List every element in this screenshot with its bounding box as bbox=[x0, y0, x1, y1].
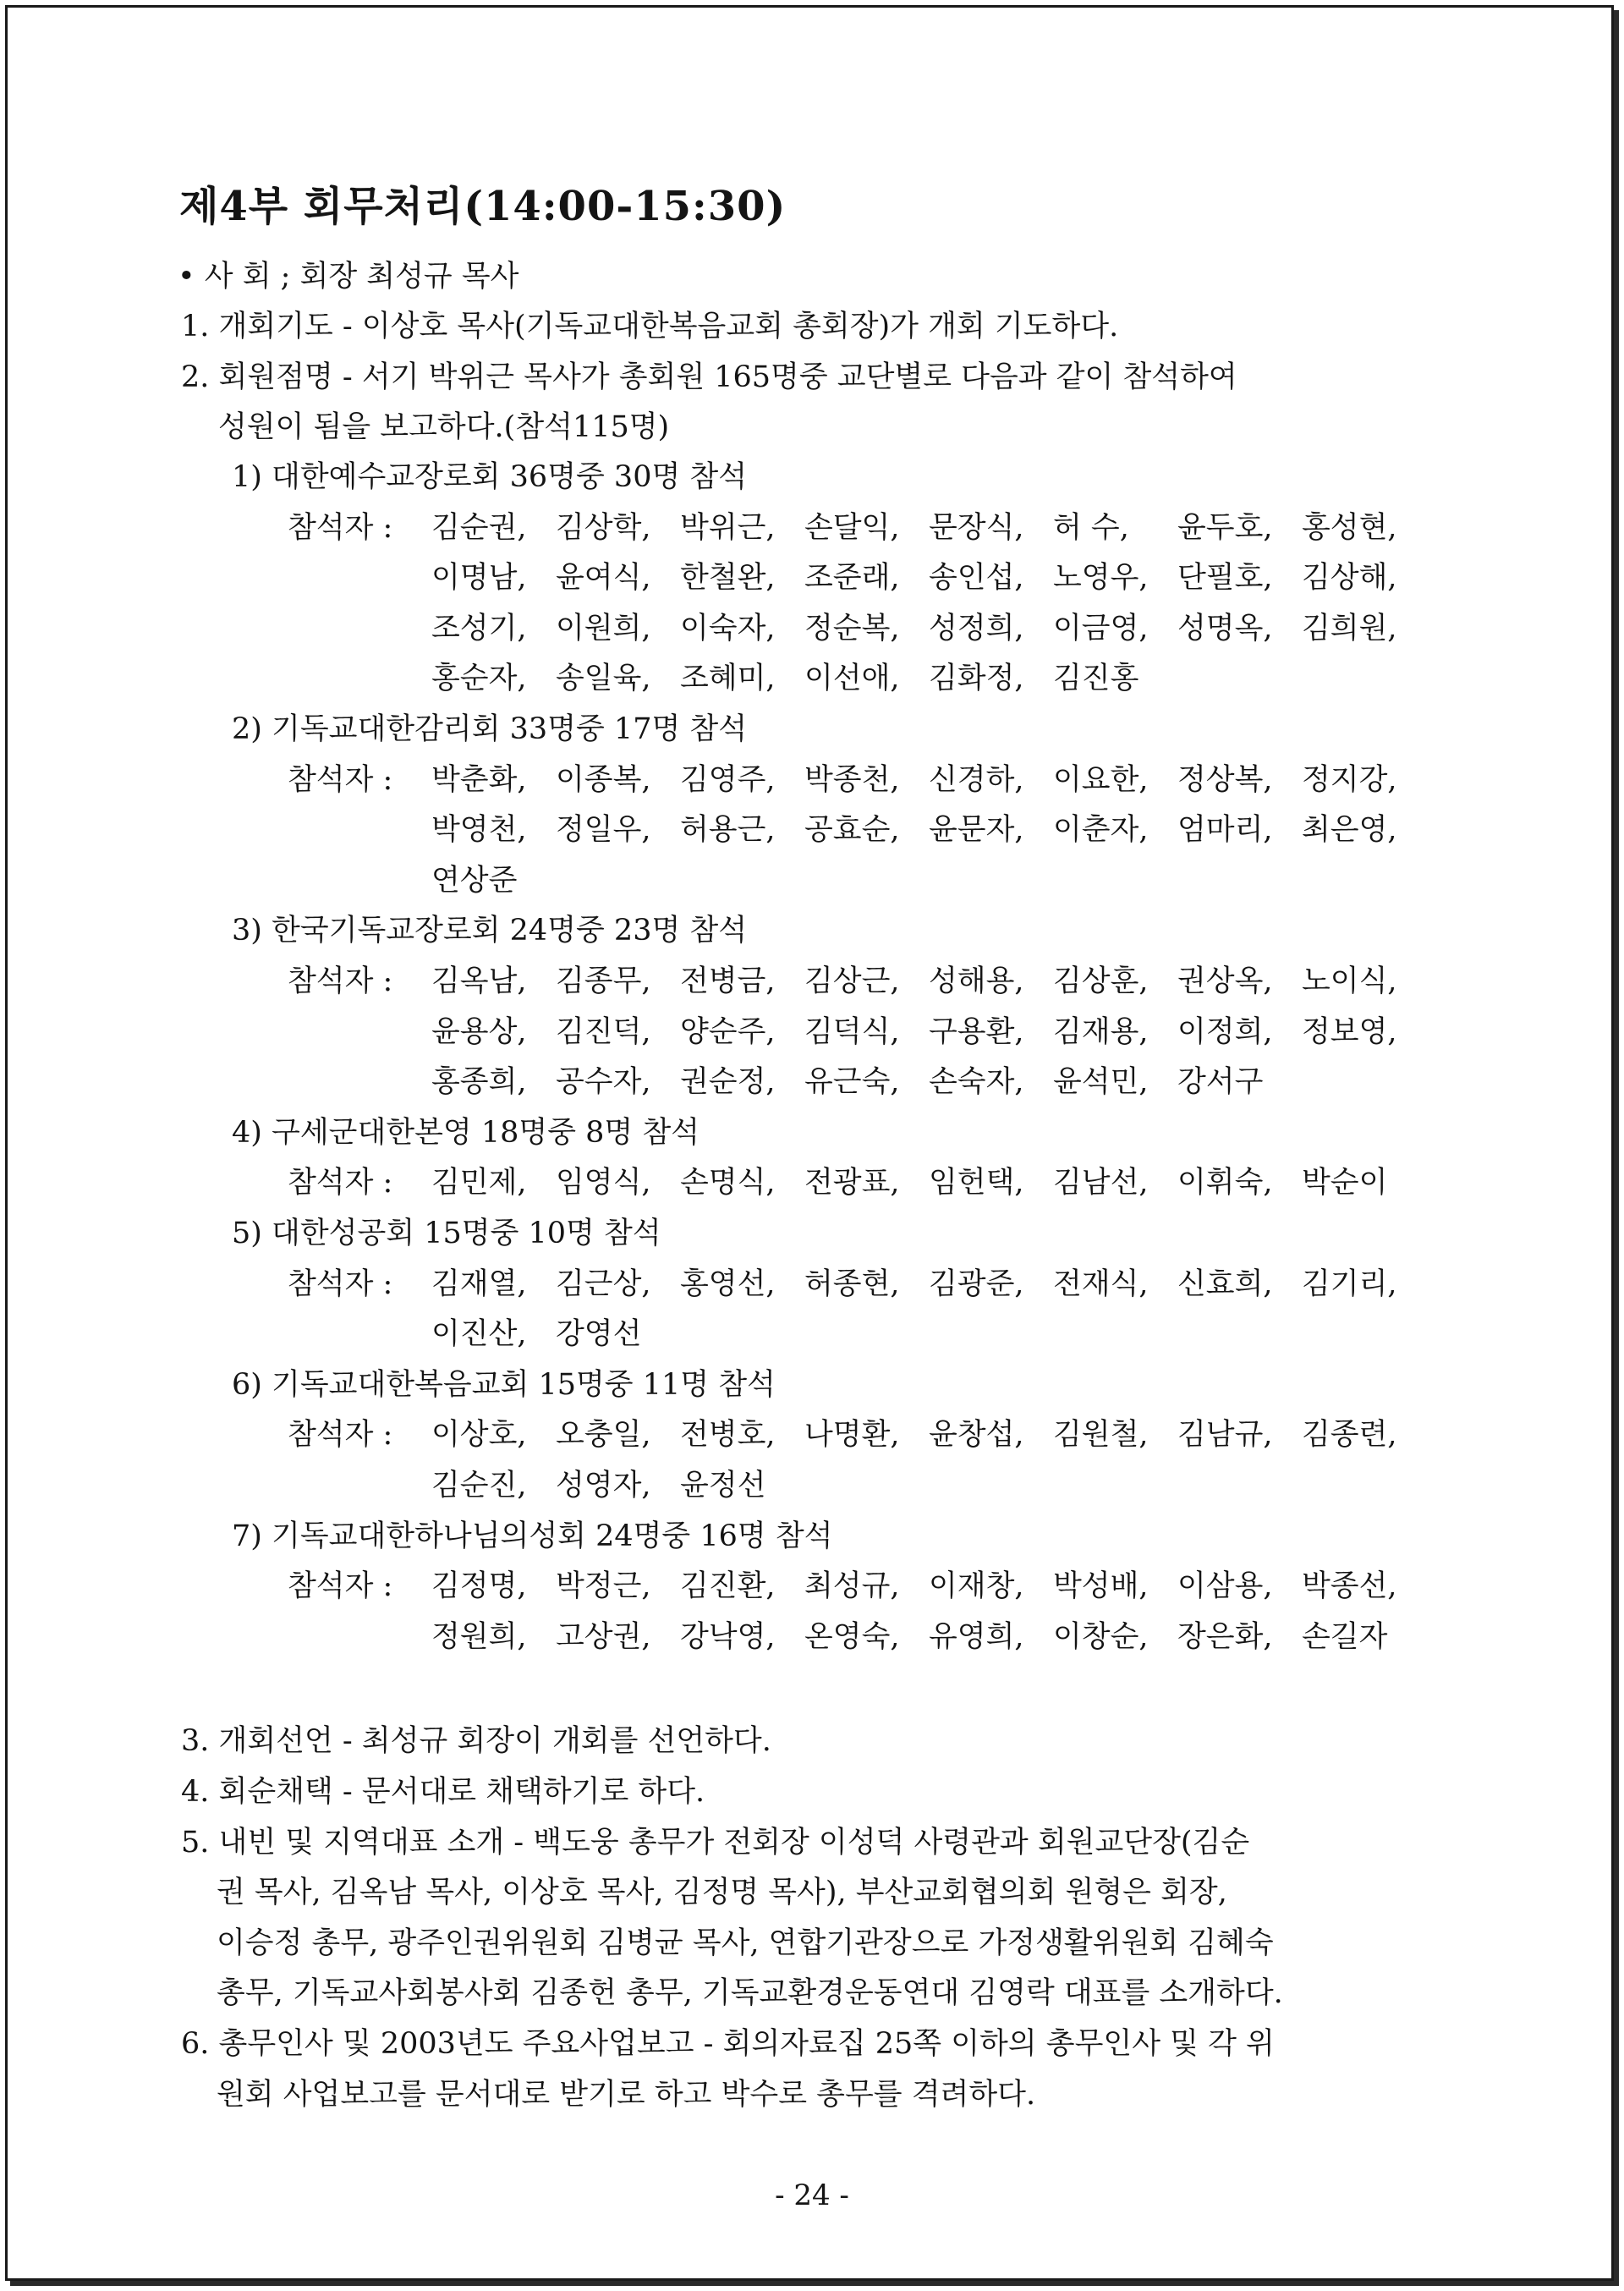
attendee-name: 신효희, bbox=[1177, 1267, 1273, 1301]
attendee-label: 참석자 : bbox=[288, 1569, 393, 1603]
attendee-name: 온영숙, bbox=[804, 1620, 900, 1654]
attendee-name: 김종무, bbox=[556, 964, 651, 998]
attendee-row bbox=[431, 555, 1426, 601]
attendee-name: 박종선, bbox=[1302, 1569, 1397, 1603]
attendee-name: 김광준, bbox=[929, 1267, 1024, 1301]
item-5-line: 5. 내빈 및 지역대표 소개 - 백도웅 총무가 전회장 이성덕 사령관과 회원교단장(김순 bbox=[181, 1826, 1250, 1860]
attendee-name: 연상준 bbox=[431, 864, 518, 898]
attendee-name: 공효순, bbox=[804, 813, 900, 847]
attendee-name: 허용근, bbox=[680, 813, 776, 847]
attendee-name: 손숙자, bbox=[929, 1065, 1024, 1099]
attendee-row bbox=[431, 959, 1426, 1004]
attendee-name: 김원철, bbox=[1053, 1418, 1149, 1452]
item-2-roll-call-cont: 성원이 됨을 보고하다.(참석115명) bbox=[218, 410, 670, 444]
attendee-name: 유근숙, bbox=[804, 1065, 900, 1099]
item-6-line: 원회 사업보고를 문서대로 받기로 하고 박수로 총무를 격려하다. bbox=[217, 2078, 1036, 2112]
attendee-name: 홍순자, bbox=[431, 662, 527, 695]
attendee-name: 김상근, bbox=[804, 964, 900, 998]
attendee-name: 김종련, bbox=[1302, 1418, 1397, 1452]
attendee-name: 김기리, bbox=[1302, 1267, 1397, 1301]
attendee-name: 윤여식, bbox=[556, 561, 651, 595]
attendee-label: 참석자 : bbox=[288, 511, 393, 545]
attendee-name: 이재창, bbox=[929, 1569, 1024, 1603]
attendee-name: 나명환, bbox=[804, 1418, 900, 1452]
attendee-name: 단필호, bbox=[1177, 561, 1273, 595]
attendee-name: 노영우, bbox=[1053, 561, 1149, 595]
attendee-name: 김근상, bbox=[556, 1267, 651, 1301]
attendee-name: 양순주, bbox=[680, 1015, 776, 1049]
attendee-name: 윤창섭, bbox=[929, 1418, 1024, 1452]
attendee-name: 송인섭, bbox=[929, 561, 1024, 595]
attendee-name: 홍영선, bbox=[680, 1267, 776, 1301]
attendee-name: 김영주, bbox=[680, 763, 776, 797]
attendee-name: 성명옥, bbox=[1177, 612, 1273, 646]
attendee-name: 정보영, bbox=[1302, 1015, 1397, 1049]
attendee-name: 전병금, bbox=[680, 964, 776, 998]
attendee-name: 윤용상, bbox=[431, 1015, 527, 1049]
attendee-name: 전광표, bbox=[804, 1166, 900, 1200]
moderator-line: • 사 회 ; 회장 최성규 목사 bbox=[178, 260, 519, 294]
item-5-line: 권 목사, 김옥남 목사, 이상호 목사, 김정명 목사), 부산교회협의회 원형은 회장, bbox=[217, 1876, 1227, 1909]
attendee-name: 장은화, bbox=[1177, 1620, 1273, 1654]
attendee-name: 홍성현, bbox=[1302, 511, 1397, 545]
attendee-name: 윤석민, bbox=[1053, 1065, 1149, 1099]
attendee-name: 박정근, bbox=[556, 1569, 651, 1603]
denomination-heading: 1) 대한예수교장로회 36명중 30명 참석 bbox=[232, 460, 748, 494]
denomination-heading: 6) 기독교대한복음교회 15명중 11명 참석 bbox=[232, 1368, 776, 1402]
attendee-label: 참석자 : bbox=[288, 1418, 393, 1452]
attendee-name: 강영선 bbox=[556, 1317, 642, 1351]
attendee-name: 한철완, bbox=[680, 561, 776, 595]
attendee-name: 이진산, bbox=[431, 1317, 527, 1351]
denomination-heading: 2) 기독교대한감리회 33명중 17명 참석 bbox=[232, 712, 748, 746]
attendee-name: 강서구 bbox=[1177, 1065, 1264, 1099]
attendee-name: 권상옥, bbox=[1177, 964, 1273, 998]
attendee-row bbox=[431, 656, 1177, 701]
attendee-row bbox=[431, 1059, 1302, 1105]
attendee-name: 공수자, bbox=[556, 1065, 651, 1099]
item-6-line: 6. 총무인사 및 2003년도 주요사업보고 - 회의자료집 25쪽 이하의 총무인사 및 각 위 bbox=[181, 2027, 1275, 2061]
item-2-roll-call: 2. 회원점명 - 서기 박위근 목사가 총회원 165명중 교단별로 다음과 같이 참석하여 bbox=[181, 360, 1237, 394]
attendee-name: 엄마리, bbox=[1177, 813, 1273, 847]
attendee-name: 성정희, bbox=[929, 612, 1024, 646]
attendee-name: 이선애, bbox=[804, 662, 900, 695]
attendee-name: 이명남, bbox=[431, 561, 527, 595]
item-5-line: 총무, 기독교사회봉사회 김종헌 총무, 기독교환경운동연대 김영락 대표를 소개하다. bbox=[217, 1976, 1283, 2010]
attendee-row bbox=[431, 1463, 804, 1508]
attendee-name: 임헌택, bbox=[929, 1166, 1024, 1200]
attendee-row bbox=[431, 858, 556, 904]
item-3-opening-declaration: 3. 개회선언 - 최성규 회장이 개회를 선언하다. bbox=[181, 1724, 771, 1758]
attendee-name: 박순이 bbox=[1302, 1166, 1388, 1200]
attendee-name: 문장식, bbox=[929, 511, 1024, 545]
attendee-name: 고상권, bbox=[556, 1620, 651, 1654]
attendee-name: 손달익, bbox=[804, 511, 900, 545]
page-number: - 24 - bbox=[775, 2178, 849, 2212]
attendee-name: 김남규, bbox=[1177, 1418, 1273, 1452]
attendee-name: 박성배, bbox=[1053, 1569, 1149, 1603]
attendee-name: 김상해, bbox=[1302, 561, 1397, 595]
attendee-name: 박위근, bbox=[680, 511, 776, 545]
attendee-name: 송일육, bbox=[556, 662, 651, 695]
attendee-name: 김남선, bbox=[1053, 1166, 1149, 1200]
denomination-heading: 7) 기독교대한하나님의성회 24명중 16명 참석 bbox=[232, 1519, 833, 1553]
attendee-name: 윤문자, bbox=[929, 813, 1024, 847]
attendee-name: 이춘자, bbox=[1053, 813, 1149, 847]
attendee-label: 참석자 : bbox=[288, 1166, 393, 1200]
attendee-name: 노이식, bbox=[1302, 964, 1397, 998]
attendee-name: 윤두호, bbox=[1177, 511, 1273, 545]
attendee-name: 정지강, bbox=[1302, 763, 1397, 797]
attendee-name: 이창순, bbox=[1053, 1620, 1149, 1654]
attendee-name: 정원희, bbox=[431, 1620, 527, 1654]
attendee-name: 강낙영, bbox=[680, 1620, 776, 1654]
attendee-row bbox=[431, 1311, 680, 1357]
item-4-agenda-adoption: 4. 회순채택 - 문서대로 채택하기로 하다. bbox=[181, 1775, 705, 1809]
attendee-label: 참석자 : bbox=[288, 1267, 393, 1301]
attendee-name: 박영천, bbox=[431, 813, 527, 847]
attendee-name: 이삼용, bbox=[1177, 1569, 1273, 1603]
attendee-name: 조준래, bbox=[804, 561, 900, 595]
attendee-name: 김민제, bbox=[431, 1166, 527, 1200]
attendee-name: 김정명, bbox=[431, 1569, 527, 1603]
attendee-name: 신경하, bbox=[929, 763, 1024, 797]
attendee-name: 박춘화, bbox=[431, 763, 527, 797]
page-title: 제4부 회무처리(14:00-15:30) bbox=[179, 183, 787, 230]
attendee-row bbox=[431, 1009, 1426, 1055]
denomination-heading: 3) 한국기독교장로회 24명중 23명 참석 bbox=[232, 914, 748, 948]
attendee-name: 이원희, bbox=[556, 612, 651, 646]
attendee-name: 김상학, bbox=[556, 511, 651, 545]
attendee-name: 김진덕, bbox=[556, 1015, 651, 1049]
attendee-name: 홍종희, bbox=[431, 1065, 527, 1099]
attendee-name: 정일우, bbox=[556, 813, 651, 847]
attendee-row bbox=[431, 1160, 1426, 1206]
attendee-name: 이숙자, bbox=[680, 612, 776, 646]
attendee-name: 전병호, bbox=[680, 1418, 776, 1452]
item-5-line: 이승정 총무, 광주인권위원회 김병균 목사, 연합기관장으로 가정생활위원회 김혜숙 bbox=[217, 1926, 1274, 1960]
attendee-name: 정순복, bbox=[804, 612, 900, 646]
attendee-name: 최성규, bbox=[804, 1569, 900, 1603]
attendee-name: 조혜미, bbox=[680, 662, 776, 695]
attendee-name: 이종복, bbox=[556, 763, 651, 797]
attendee-name: 전재식, bbox=[1053, 1267, 1149, 1301]
attendee-label: 참석자 : bbox=[288, 763, 393, 797]
attendee-row bbox=[431, 807, 1426, 853]
attendee-name: 윤정선 bbox=[680, 1469, 766, 1503]
attendee-name: 허종현, bbox=[804, 1267, 900, 1301]
attendee-name: 김상훈, bbox=[1053, 964, 1149, 998]
attendee-row bbox=[431, 1412, 1426, 1458]
attendee-label: 참석자 : bbox=[288, 964, 393, 998]
attendee-name: 이요한, bbox=[1053, 763, 1149, 797]
attendee-row bbox=[431, 606, 1426, 651]
attendee-name: 김옥남, bbox=[431, 964, 527, 998]
denomination-heading: 4) 구세군대한본영 18명중 8명 참석 bbox=[232, 1116, 700, 1150]
attendee-name: 김진환, bbox=[680, 1569, 776, 1603]
attendee-name: 손길자 bbox=[1302, 1620, 1388, 1654]
attendee-row bbox=[431, 1563, 1426, 1609]
attendee-row bbox=[431, 1261, 1426, 1307]
attendee-name: 김화정, bbox=[929, 662, 1024, 695]
item-1-opening-prayer: 1. 개회기도 - 이상호 목사(기독교대한복음교회 총회장)가 개회 기도하다. bbox=[181, 310, 1119, 343]
attendee-name: 권순정, bbox=[680, 1065, 776, 1099]
attendee-row bbox=[431, 757, 1426, 803]
attendee-name: 이정희, bbox=[1177, 1015, 1273, 1049]
attendee-name: 구용환, bbox=[929, 1015, 1024, 1049]
attendee-name: 박종천, bbox=[804, 763, 900, 797]
denomination-heading: 5) 대한성공회 15명중 10명 참석 bbox=[232, 1217, 661, 1250]
attendee-name: 김재용, bbox=[1053, 1015, 1149, 1049]
attendee-name: 허 수, bbox=[1053, 511, 1129, 545]
attendee-name: 정상복, bbox=[1177, 763, 1273, 797]
attendee-name: 성해용, bbox=[929, 964, 1024, 998]
attendee-name: 김희원, bbox=[1302, 612, 1397, 646]
attendee-name: 최은영, bbox=[1302, 813, 1397, 847]
attendee-name: 김진홍 bbox=[1053, 662, 1139, 695]
attendee-name: 성영자, bbox=[556, 1469, 651, 1503]
attendee-name: 오충일, bbox=[556, 1418, 651, 1452]
attendee-name: 김덕식, bbox=[804, 1015, 900, 1049]
attendee-name: 손명식, bbox=[680, 1166, 776, 1200]
attendee-row bbox=[431, 505, 1426, 551]
attendee-name: 김순진, bbox=[431, 1469, 527, 1503]
attendee-name: 이금영, bbox=[1053, 612, 1149, 646]
attendee-name: 유영희, bbox=[929, 1620, 1024, 1654]
attendee-name: 이휘숙, bbox=[1177, 1166, 1273, 1200]
attendee-name: 김순권, bbox=[431, 511, 527, 545]
attendee-name: 이상호, bbox=[431, 1418, 527, 1452]
attendee-name: 조성기, bbox=[431, 612, 527, 646]
attendee-name: 김재열, bbox=[431, 1267, 527, 1301]
attendee-row bbox=[431, 1614, 1426, 1660]
attendee-name: 임영식, bbox=[556, 1166, 651, 1200]
